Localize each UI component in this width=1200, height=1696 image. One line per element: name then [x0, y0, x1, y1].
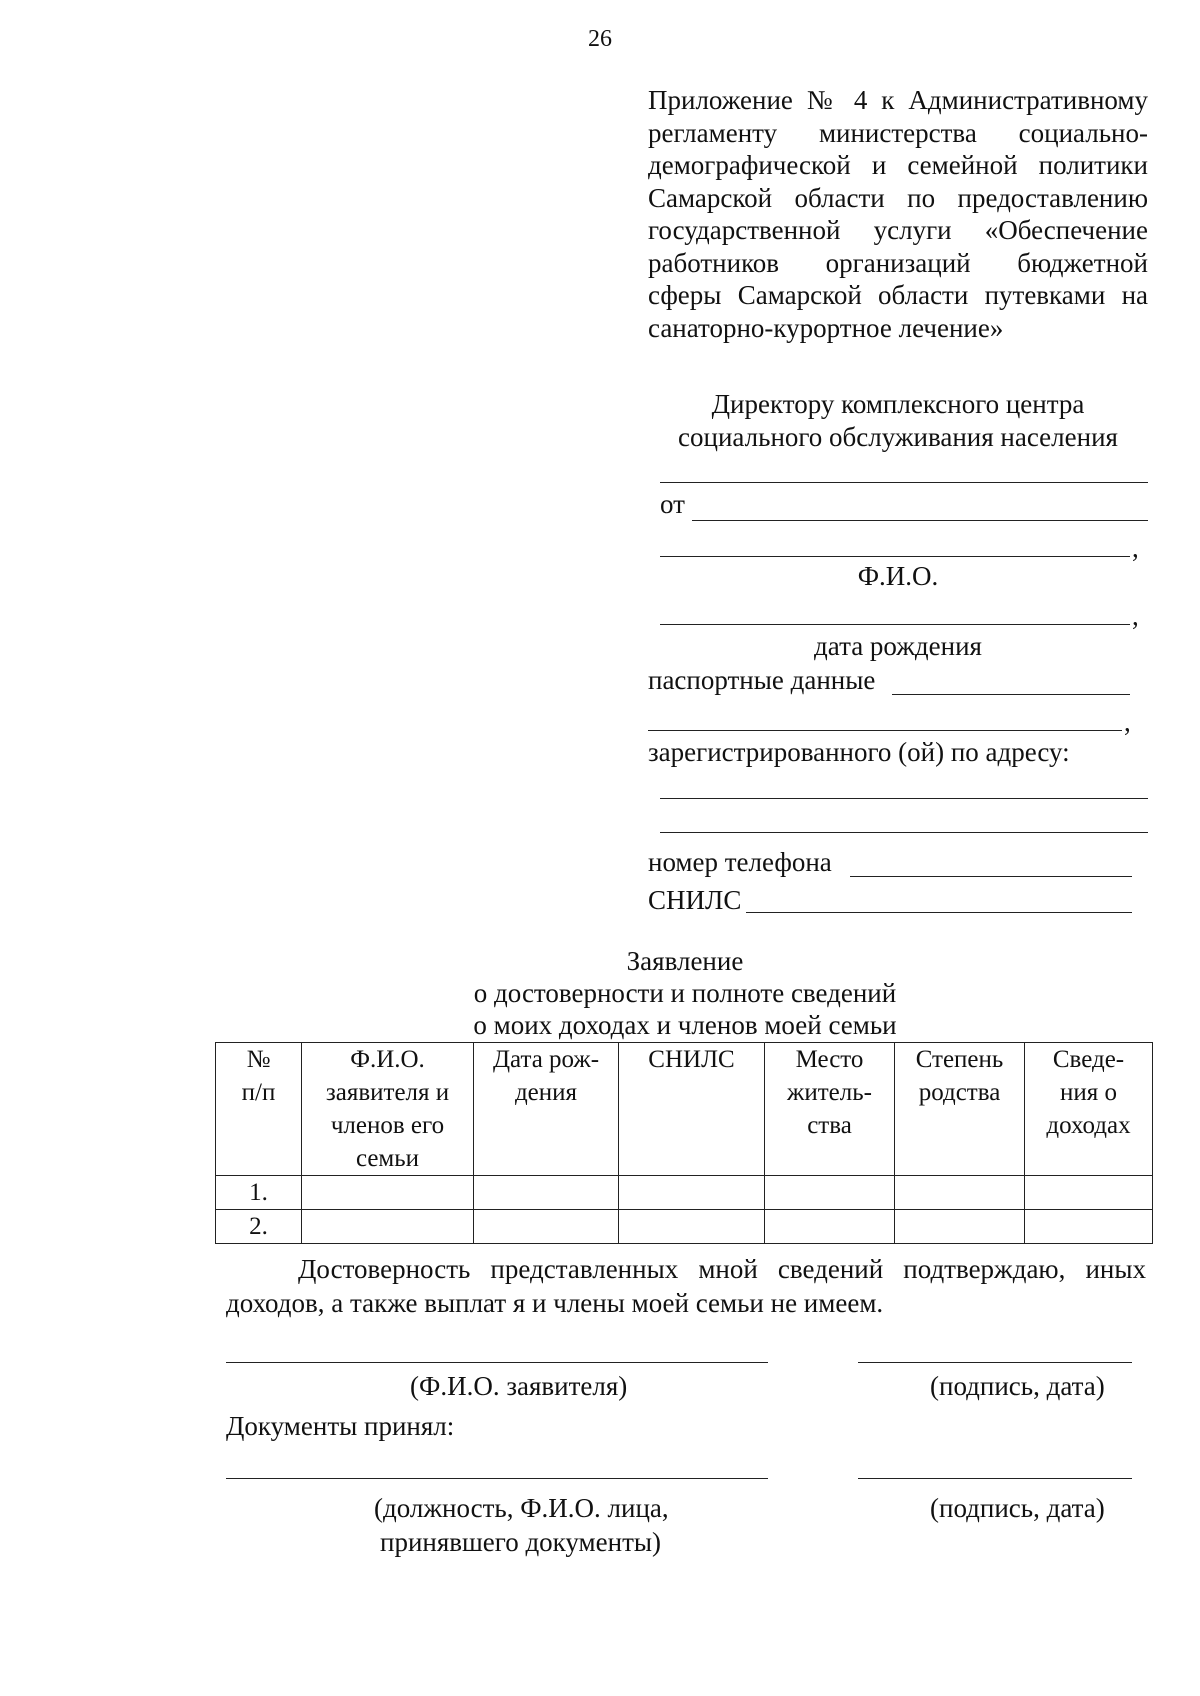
- appendix-line: Приложение № 4 к Административному: [648, 85, 1148, 115]
- blank-line-birthdate[interactable]: [660, 624, 1130, 625]
- blank-line-passport-2[interactable]: [648, 730, 1122, 731]
- appendix-reference: [648, 84, 1148, 344]
- table-cell[interactable]: [765, 1176, 895, 1210]
- statement-title-block: [240, 945, 1130, 1041]
- table-cell[interactable]: [1025, 1210, 1153, 1244]
- header-snils: СНИЛС: [619, 1043, 765, 1176]
- header-number: № п/п: [216, 1043, 302, 1176]
- appendix-line: Самарской области по предоставлению: [648, 182, 1148, 213]
- row-number: 2.: [216, 1210, 302, 1244]
- addressee-line-1: Директору комплексного центра: [711, 389, 1085, 419]
- header-fio: Ф.И.О. заявителя и членов его семьи: [302, 1043, 474, 1176]
- table-cell[interactable]: [619, 1210, 765, 1244]
- table-cell[interactable]: [1025, 1176, 1153, 1210]
- blank-line-official-signature[interactable]: [858, 1478, 1132, 1479]
- table-cell[interactable]: [619, 1176, 765, 1210]
- blank-line-applicant-signature[interactable]: [858, 1362, 1132, 1363]
- blank-line-center-name[interactable]: [660, 482, 1148, 483]
- blank-line-phone[interactable]: [850, 876, 1132, 877]
- appendix-line: работников организаций бюджетной: [648, 247, 1148, 278]
- appendix-line: демографической и семейной политики: [648, 150, 1148, 180]
- applicant-caption: (Ф.И.О. заявителя): [410, 1371, 628, 1401]
- confirmation-line: Достоверность представленных мной сведений подтверждаю, иных: [298, 1254, 1146, 1284]
- official-caption: (должность, Ф.И.О. лица,: [374, 1493, 669, 1523]
- table-row: [216, 1210, 1153, 1244]
- header-relationship: Степень родства: [895, 1043, 1025, 1176]
- table-cell[interactable]: [474, 1176, 619, 1210]
- table-header-row: [216, 1043, 1153, 1176]
- table-row: [216, 1176, 1153, 1210]
- header-residence: Место житель- ства: [765, 1043, 895, 1176]
- blank-line-address-1[interactable]: [660, 798, 1148, 799]
- row-number: 1.: [216, 1176, 302, 1210]
- page-number: 26: [588, 26, 612, 52]
- statement-subtitle: о достоверности и полноте сведений: [473, 978, 897, 1008]
- blank-line-applicant-name[interactable]: [226, 1362, 768, 1363]
- official-caption: принявшего документы): [380, 1527, 662, 1557]
- statement-subtitle: о моих доходах и членов моей семьи: [473, 1010, 897, 1040]
- appendix-line: государственной услуги «Обеспечение: [648, 215, 1148, 245]
- statement-title: Заявление: [626, 946, 744, 976]
- signature-date-caption: (подпись, дата): [930, 1371, 1105, 1401]
- signature-date-caption: (подпись, дата): [930, 1493, 1105, 1523]
- confirmation-paragraph: [226, 1252, 1146, 1320]
- blank-line-from[interactable]: [692, 520, 1148, 521]
- birthdate-caption: дата рождения: [814, 631, 982, 661]
- table-cell[interactable]: [302, 1176, 474, 1210]
- from-label: от: [660, 489, 685, 519]
- appendix-line: сферы Самарской области путевками на: [648, 280, 1148, 310]
- table-cell[interactable]: [765, 1210, 895, 1244]
- blank-line-official-name[interactable]: [226, 1478, 768, 1479]
- table-cell[interactable]: [895, 1176, 1025, 1210]
- addressee-line-2: социального обслуживания населения: [678, 422, 1118, 452]
- fio-caption: Ф.И.О.: [857, 561, 939, 591]
- snils-label: СНИЛС: [648, 885, 742, 915]
- comma: ,: [1132, 601, 1139, 631]
- phone-label: номер телефона: [648, 847, 832, 877]
- blank-line-passport[interactable]: [892, 694, 1130, 695]
- blank-line-snils[interactable]: [746, 912, 1132, 913]
- family-income-table: [215, 1042, 1153, 1244]
- confirmation-line: доходов, а также выплат я и члены моей семьи не имеем.: [226, 1288, 884, 1318]
- appendix-line: санаторно-курортное лечение»: [648, 312, 1004, 343]
- header-birthdate: Дата рож- дения: [474, 1043, 619, 1176]
- table-cell[interactable]: [474, 1210, 619, 1244]
- header-income: Сведе- ния о доходах: [1025, 1043, 1153, 1176]
- comma: ,: [1132, 533, 1139, 563]
- registered-label: зарегистрированного (ой) по адресу:: [648, 737, 1070, 767]
- appendix-line: регламенту министерства социально-: [648, 117, 1148, 148]
- table-cell[interactable]: [302, 1210, 474, 1244]
- accepted-label: Документы принял:: [226, 1411, 455, 1441]
- comma: ,: [1124, 707, 1131, 737]
- blank-line-address-2[interactable]: [660, 832, 1148, 833]
- table-cell[interactable]: [895, 1210, 1025, 1244]
- blank-line-fio[interactable]: [660, 556, 1130, 557]
- passport-label: паспортные данные: [648, 665, 876, 695]
